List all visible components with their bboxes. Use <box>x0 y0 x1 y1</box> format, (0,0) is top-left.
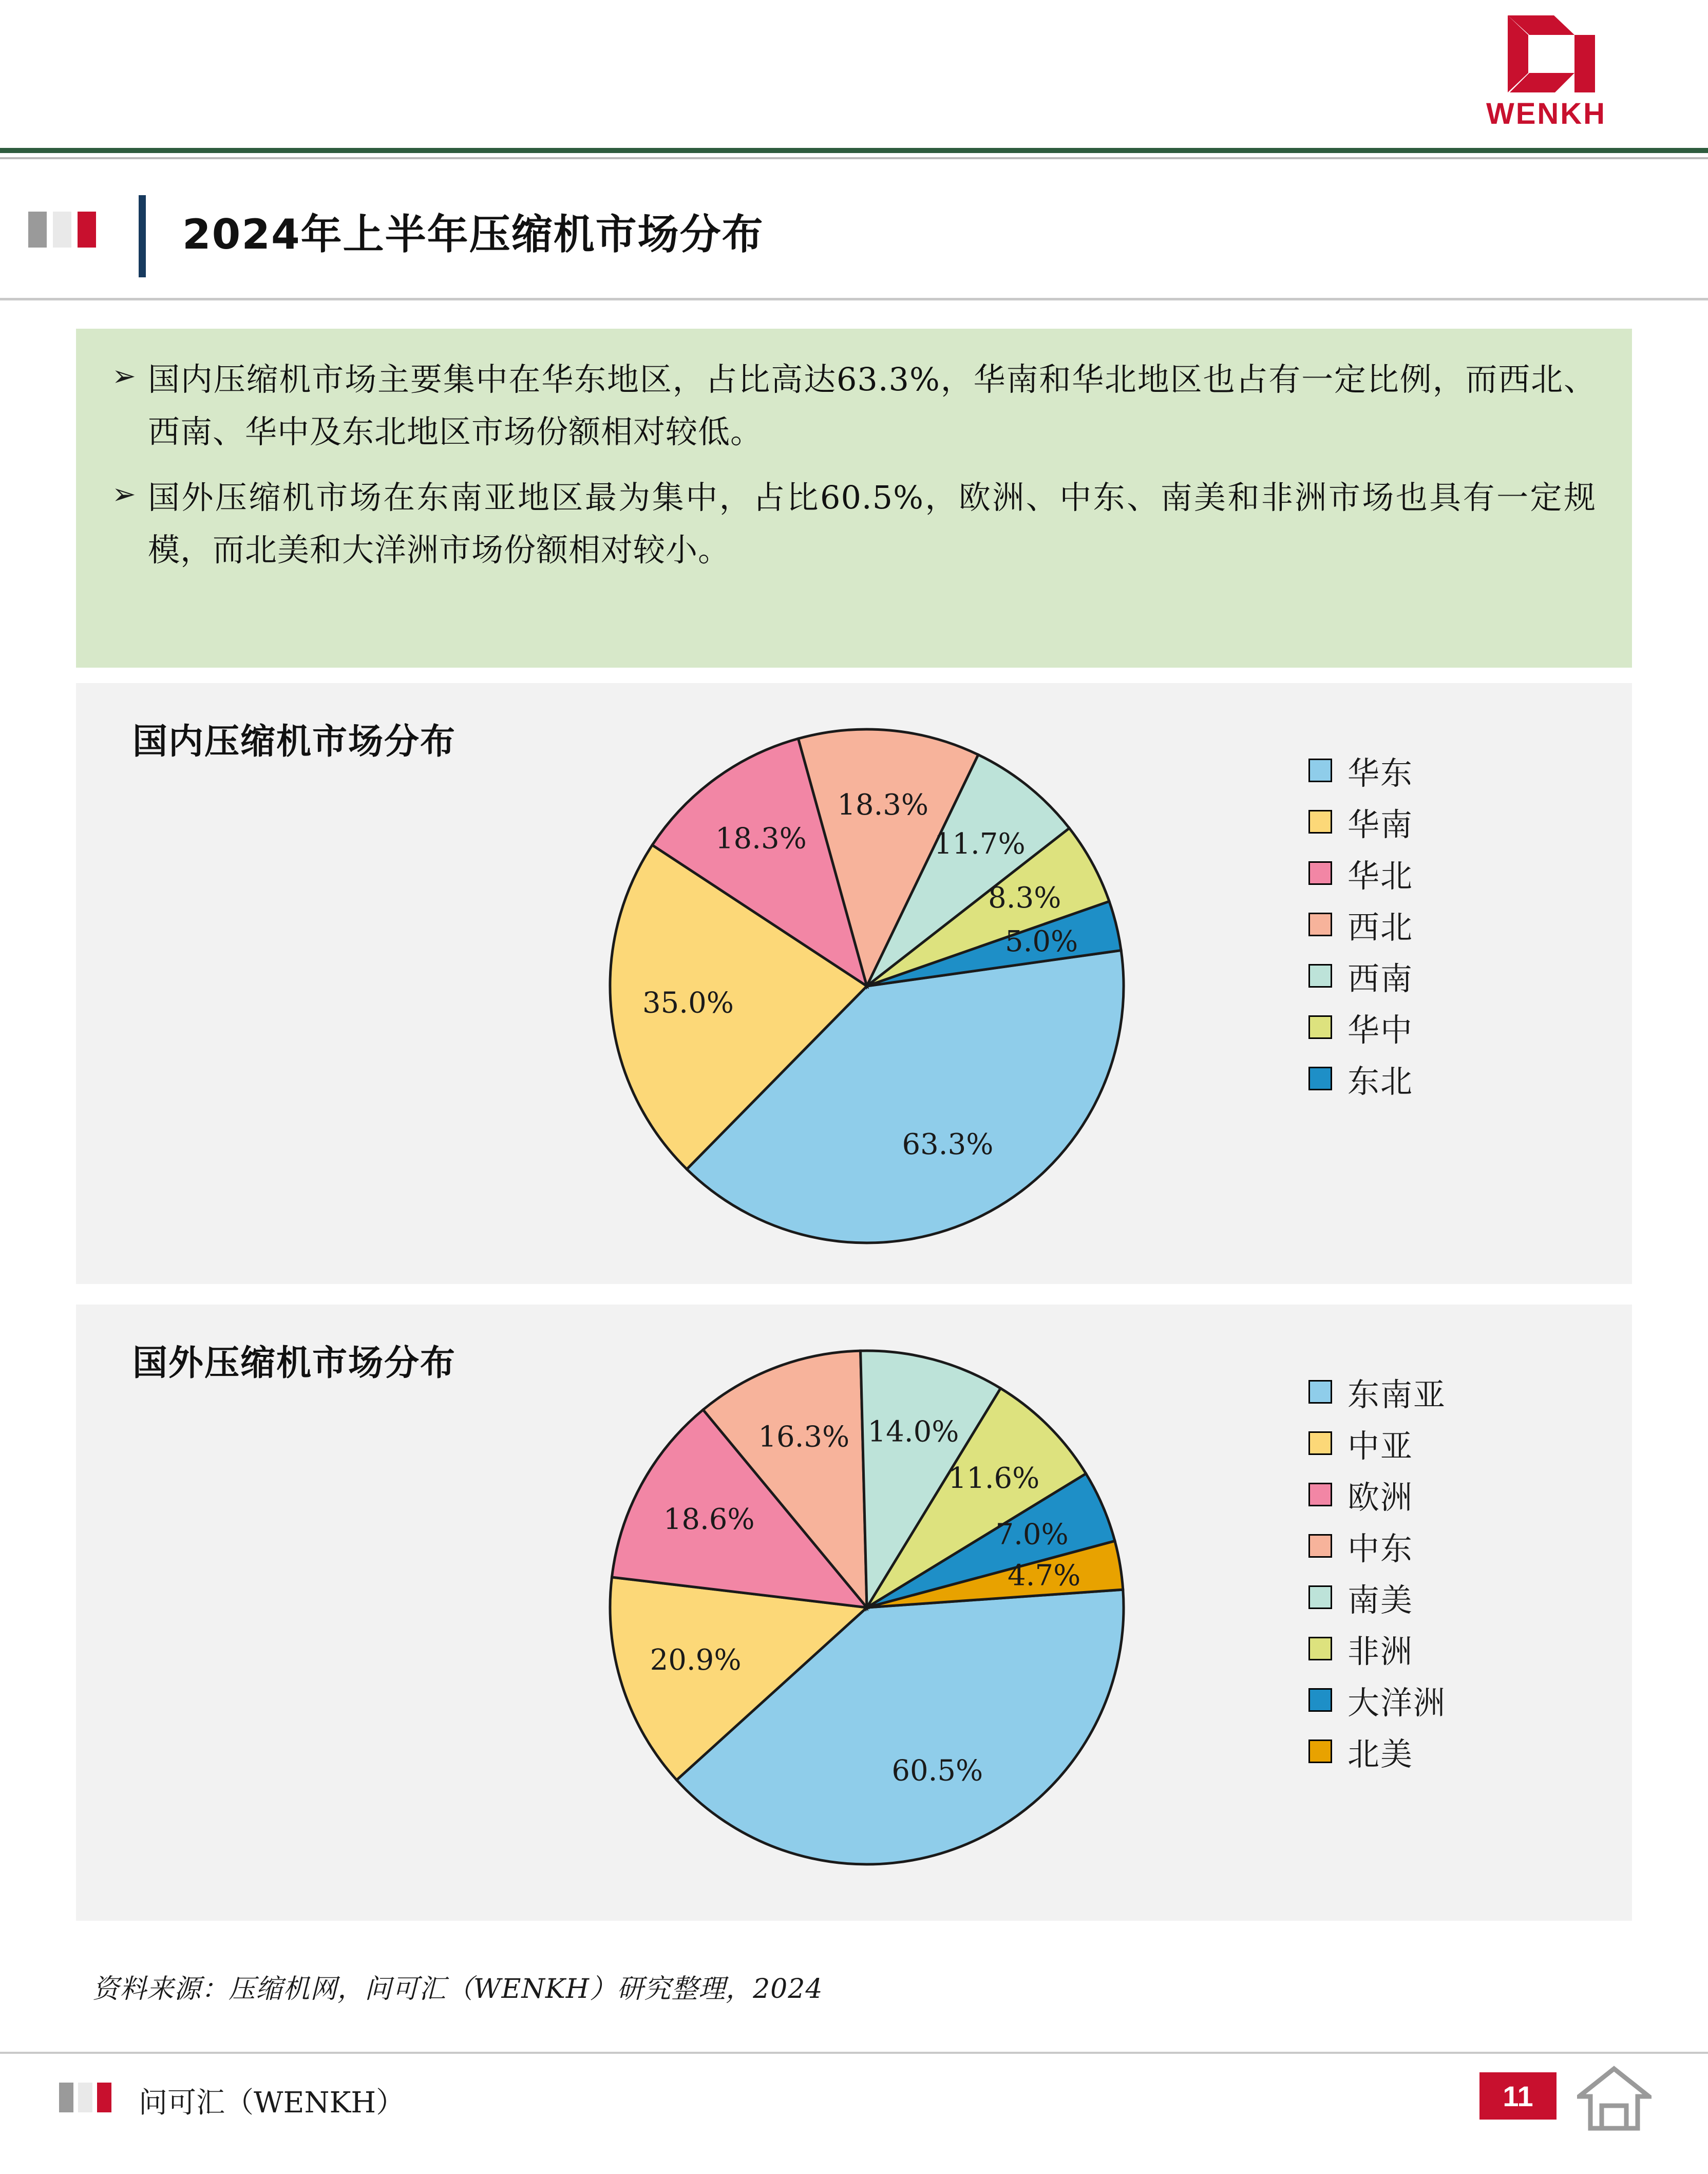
chart-legend-domestic <box>1308 745 1596 1104</box>
legend-label: 华东 <box>1348 754 1414 792</box>
title-flag-decoration <box>28 212 118 248</box>
page-number-badge: 11 <box>1479 2072 1557 2120</box>
legend-label: 华北 <box>1348 857 1414 895</box>
pie-slice-label: 5.0% <box>1005 925 1078 959</box>
pie-slice-label: 4.7% <box>1008 1559 1081 1593</box>
legend-swatch-icon <box>1308 1483 1332 1506</box>
source-note: 资料来源：压缩机网，问可汇（WENKH）研究整理，2024 <box>92 1974 823 2005</box>
legend-item <box>1308 1674 1596 1726</box>
legend-swatch-icon <box>1308 1585 1332 1609</box>
page-title: 2024年上半年压缩机市场分布 <box>182 211 764 258</box>
legend-swatch-icon <box>1308 964 1332 988</box>
legend-swatch-icon <box>1308 861 1332 885</box>
pie-slice-label: 20.9% <box>650 1643 742 1677</box>
legend-label: 东北 <box>1348 1062 1414 1100</box>
legend-label: 大洋洲 <box>1348 1684 1447 1722</box>
footer-flag-decoration <box>59 2083 126 2112</box>
legend-label: 中东 <box>1348 1529 1414 1567</box>
brand-logo <box>1462 15 1631 134</box>
legend-item <box>1308 1623 1596 1674</box>
wenkh-logo-icon <box>1497 15 1595 92</box>
pie-slice-label: 18.3% <box>715 822 807 856</box>
legend-label: 华南 <box>1348 805 1414 843</box>
callout-bullet-2 <box>112 471 1596 576</box>
footer-brand: 问可汇（WENKH） <box>139 2086 405 2120</box>
chart-panel-overseas <box>76 1305 1632 1921</box>
callout-text-2: 国外压缩机市场在东南亚地区最为集中，占比60.5%，欧洲、中东、南美和非洲市场也具有一定规模，而北美和大洋洲市场份额相对较小。 <box>148 479 1596 569</box>
legend-item <box>1308 1053 1596 1104</box>
legend-item <box>1308 1366 1596 1417</box>
pie-slice-label: 35.0% <box>642 986 734 1020</box>
pie-slice-label: 16.3% <box>758 1420 850 1454</box>
legend-label: 非洲 <box>1348 1632 1414 1670</box>
summary-callout <box>76 329 1632 668</box>
legend-swatch-icon <box>1308 1637 1332 1660</box>
legend-swatch-icon <box>1308 810 1332 834</box>
legend-item <box>1308 745 1596 796</box>
callout-text-1: 国内压缩机市场主要集中在华东地区，占比高达63.3%，华南和华北地区也占有一定比例，而西北、西南、华中及东北地区市场份额相对较低。 <box>148 361 1596 450</box>
legend-item <box>1308 1417 1596 1469</box>
legend-item <box>1308 950 1596 1001</box>
pie-slice-label: 11.7% <box>934 827 1026 861</box>
legend-swatch-icon <box>1308 1431 1332 1455</box>
chart-legend-overseas <box>1308 1366 1596 1777</box>
pie-slice-label: 18.3% <box>837 788 929 822</box>
legend-item <box>1308 1520 1596 1572</box>
bullet-arrow-icon: ➢ <box>112 478 136 511</box>
legend-swatch-icon <box>1308 1067 1332 1090</box>
chart-panel-domestic <box>76 683 1632 1284</box>
legend-item <box>1308 1726 1596 1777</box>
legend-swatch-icon <box>1308 1740 1332 1763</box>
chart-title-domestic: 国内压缩机市场分布 <box>132 721 457 762</box>
legend-item <box>1308 796 1596 847</box>
pie-slice-label: 60.5% <box>891 1754 983 1788</box>
legend-swatch-icon <box>1308 1688 1332 1712</box>
legend-label: 西北 <box>1348 908 1414 946</box>
legend-item <box>1308 1469 1596 1520</box>
legend-label: 欧洲 <box>1348 1478 1414 1516</box>
pie-slice-label: 18.6% <box>663 1503 755 1537</box>
legend-label: 南美 <box>1348 1581 1414 1619</box>
pie-slice-label: 11.6% <box>948 1461 1040 1495</box>
header-rule-gray <box>0 157 1708 159</box>
legend-swatch-icon <box>1308 1534 1332 1558</box>
pie-chart-overseas <box>538 1320 1257 1895</box>
bullet-arrow-icon: ➢ <box>112 360 136 393</box>
page-header <box>0 0 1708 148</box>
pie-chart-domestic <box>538 698 1257 1274</box>
legend-item <box>1308 1572 1596 1623</box>
legend-label: 华中 <box>1348 1011 1414 1049</box>
legend-label: 西南 <box>1348 959 1414 997</box>
chart-title-overseas: 国外压缩机市场分布 <box>132 1343 457 1384</box>
title-divider <box>139 195 146 277</box>
legend-item <box>1308 847 1596 899</box>
legend-label: 中亚 <box>1348 1427 1414 1465</box>
callout-bullet-1 <box>112 353 1596 458</box>
legend-swatch-icon <box>1308 913 1332 936</box>
brand-wordmark: WENKH <box>1486 97 1607 130</box>
home-icon[interactable] <box>1577 2065 1652 2131</box>
legend-label: 北美 <box>1348 1735 1414 1773</box>
legend-item <box>1308 1001 1596 1053</box>
header-rule-green <box>0 148 1708 153</box>
legend-swatch-icon <box>1308 1015 1332 1039</box>
title-row <box>0 190 1708 293</box>
title-underline <box>0 298 1708 300</box>
legend-swatch-icon <box>1308 1380 1332 1404</box>
pie-slice-label: 7.0% <box>995 1518 1069 1552</box>
legend-swatch-icon <box>1308 759 1332 782</box>
pie-slice-label: 8.3% <box>988 881 1061 915</box>
footer-rule <box>0 2052 1708 2054</box>
pie-slice-label: 14.0% <box>867 1415 959 1449</box>
legend-label: 东南亚 <box>1348 1375 1447 1413</box>
legend-item <box>1308 899 1596 950</box>
pie-slice-label: 63.3% <box>902 1128 994 1162</box>
